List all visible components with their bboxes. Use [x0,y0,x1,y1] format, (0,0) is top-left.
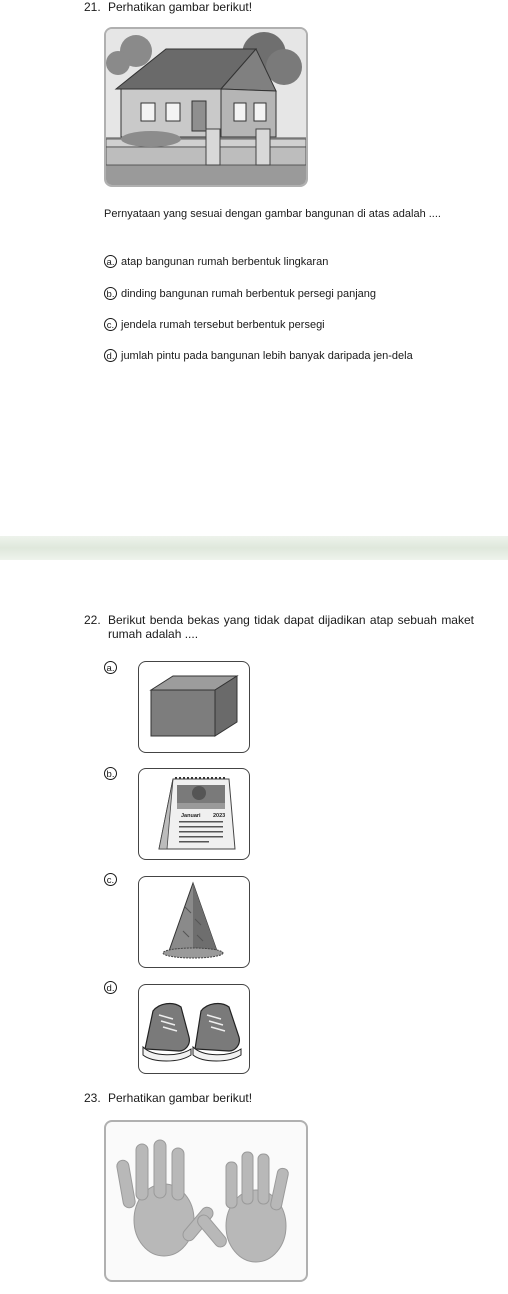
q21-title-text: Perhatikan gambar berikut! [108,0,253,14]
party-hat-icon [139,877,247,965]
q22-option-letter-d: d. [104,981,117,994]
q22-option-a[interactable] [138,661,250,753]
desk-calendar-icon [139,769,247,857]
house-illustration [106,29,306,185]
option-letter-c: c. [104,318,117,331]
option-text: jumlah pintu pada bangunan lebih banyak daripada jen-dela [121,350,413,362]
handprints-illustration [106,1122,306,1280]
option-text: atap bangunan rumah berbentuk lingkaran [121,256,329,268]
option-letter-b: b. [104,287,117,300]
q21-option-b[interactable] [104,288,470,300]
house-picture [104,27,308,187]
q21-number: 21. [84,0,101,14]
q22-option-d[interactable] [138,984,250,1074]
q23-number: 23. [84,1091,101,1105]
page-separator [0,536,508,560]
q22-option-letter-a: a. [104,661,117,674]
calendar-month: Januari [181,813,201,819]
handprints-picture [104,1120,308,1282]
q22-option-c[interactable] [138,876,250,968]
q22-number: 22. [84,613,101,627]
q22-title-text: Berikut benda bekas yang tidak dapat dijadikan atap sebuah maket rumah adalah .... [108,613,474,641]
calendar-year: 2023 [213,813,226,819]
q23-title [84,1091,252,1105]
q21-option-a[interactable] [104,256,470,268]
cardboard-box-icon [139,662,247,750]
q21-statement: Pernyataan yang sesuai dengan gambar bangunan di atas adalah .... [104,208,441,220]
option-text: jendela rumah tersebut berbentuk persegi [121,319,325,331]
q22-option-letter-b: b. [104,767,117,780]
q22-title [84,613,474,641]
option-letter-d: d. [104,349,117,362]
q21-option-d[interactable] [104,350,470,362]
q22-option-b[interactable] [138,768,250,860]
option-text: dinding bangunan rumah berbentuk persegi panjang [121,288,377,300]
q21-title [84,0,252,14]
q21-option-c[interactable] [104,319,470,331]
q23-title-text: Perhatikan gambar berikut! [108,1091,253,1105]
q22-option-letter-c: c. [104,873,117,886]
sneakers-icon [139,985,247,1071]
option-letter-a: a. [104,255,117,268]
